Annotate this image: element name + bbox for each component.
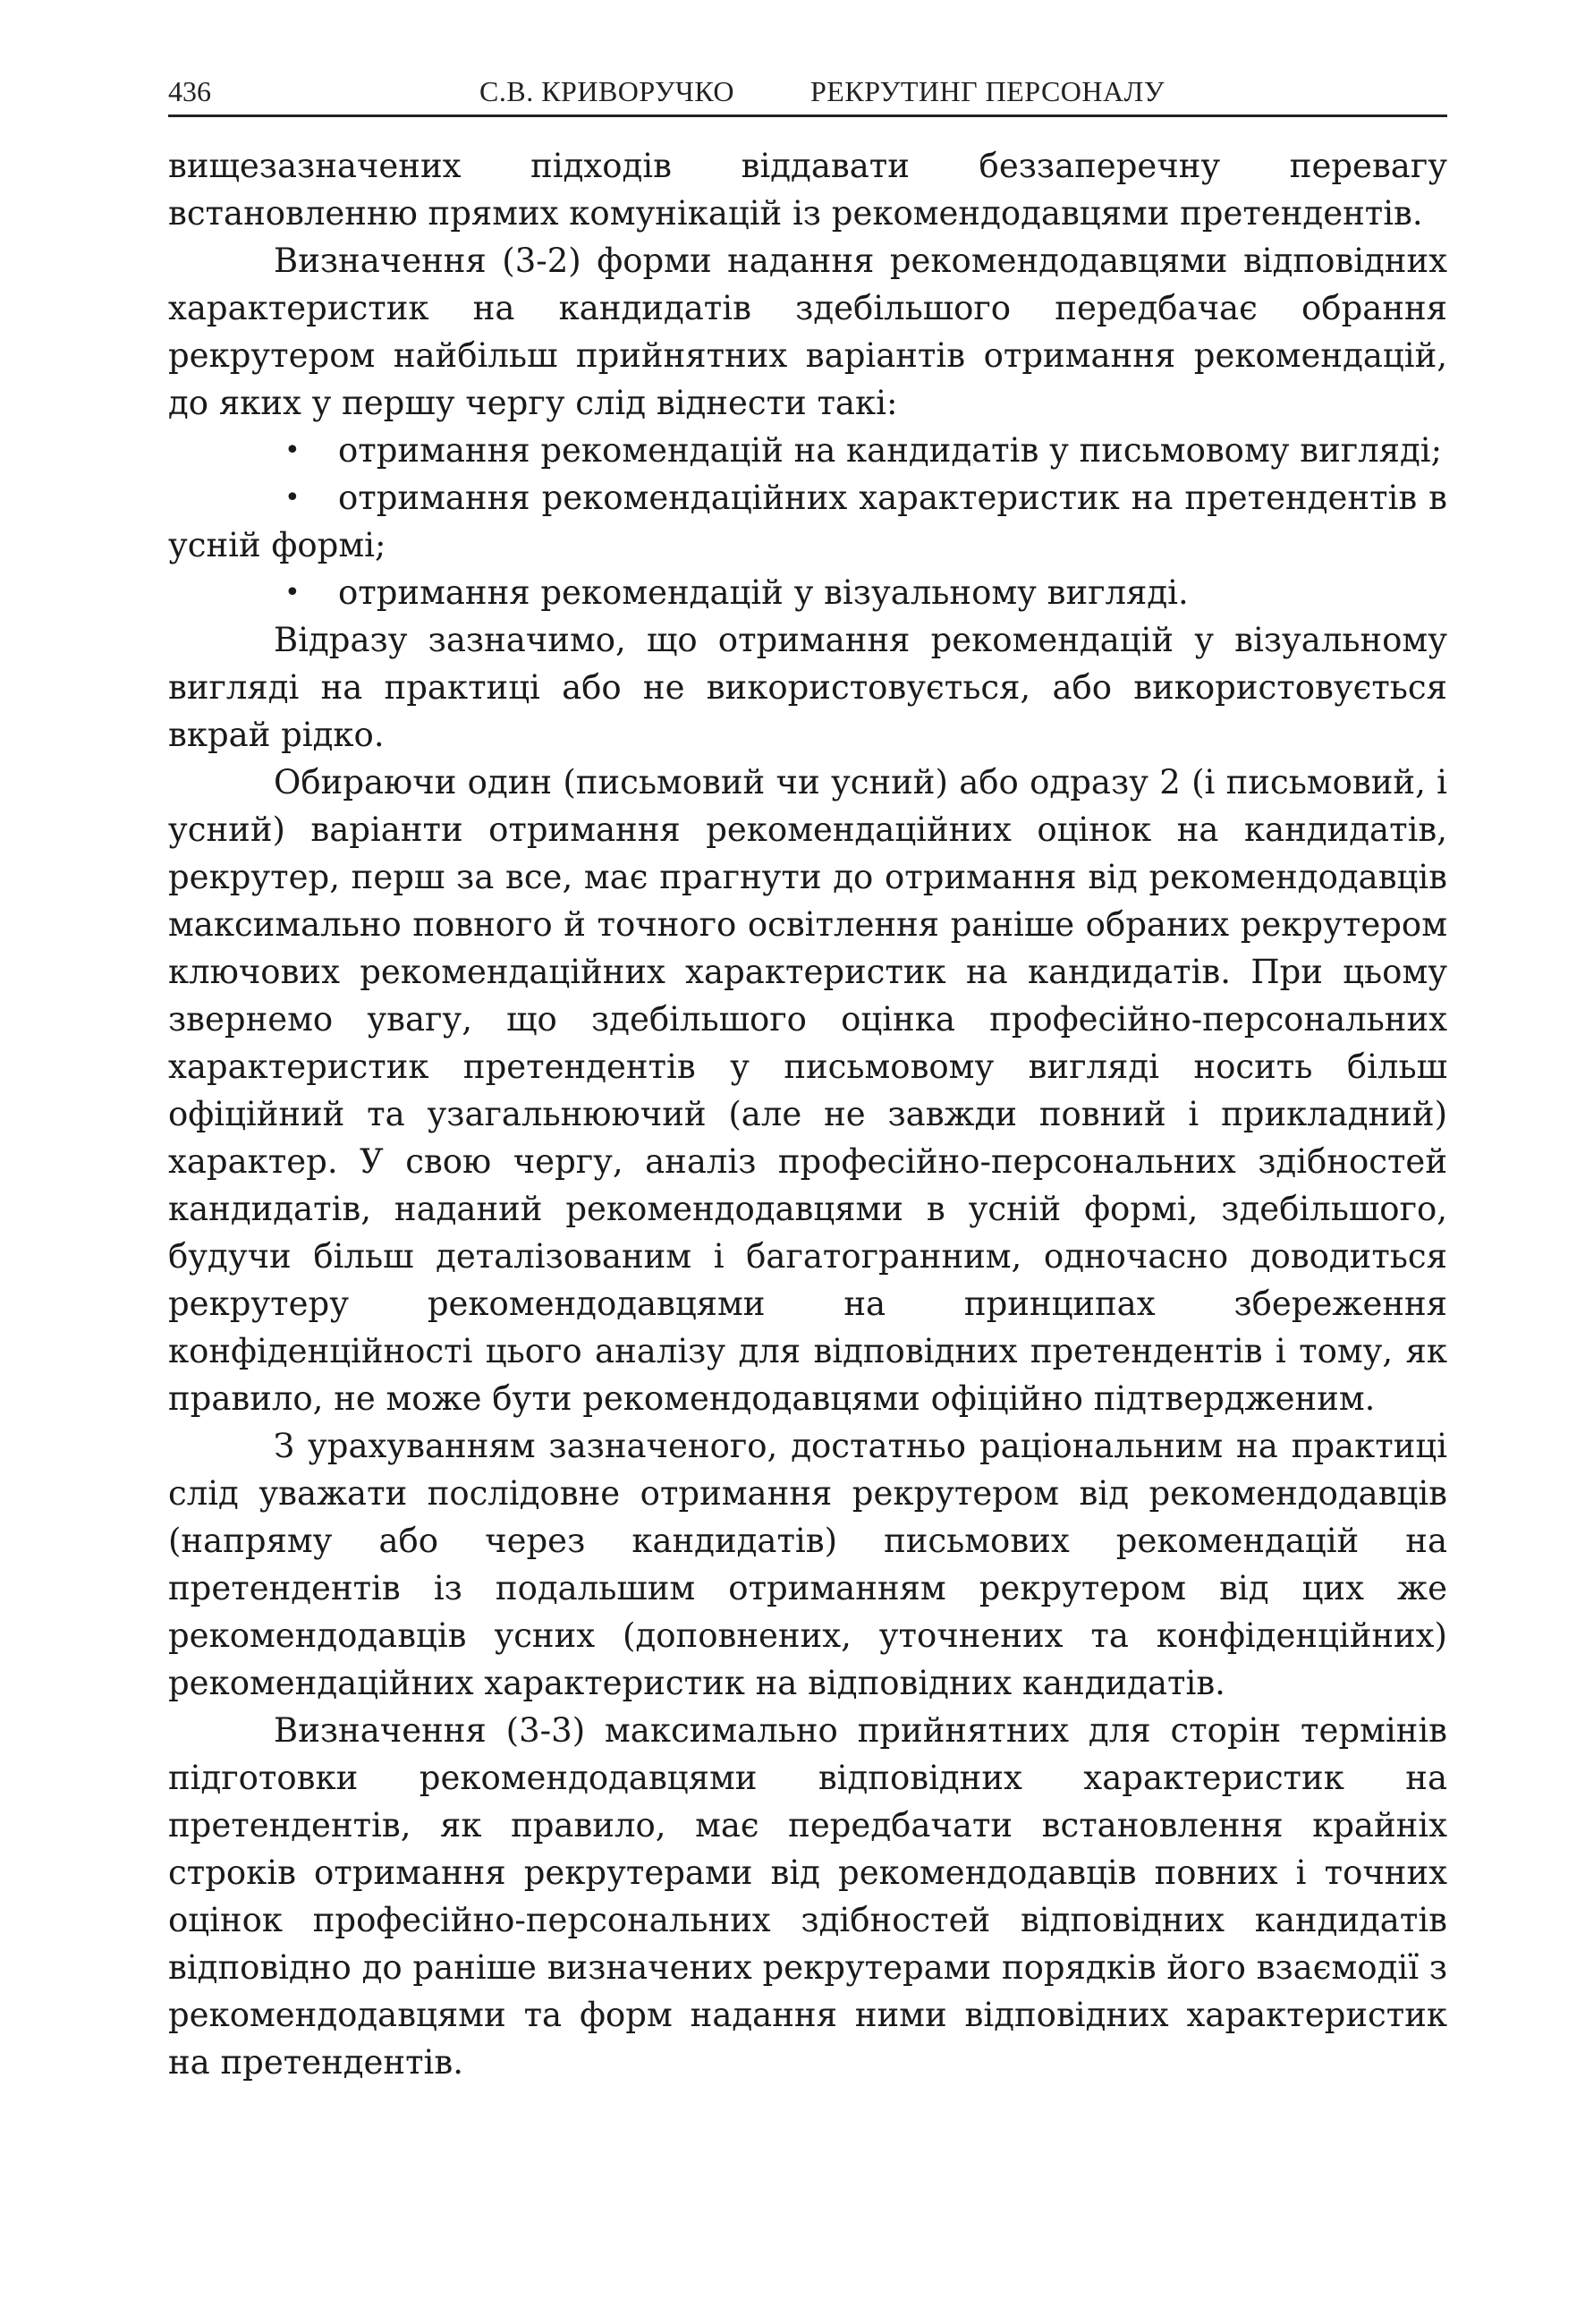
header-rule xyxy=(168,115,1447,117)
author-name: С.В. КРИВОРУЧКО xyxy=(479,75,734,107)
paragraph-3: Відразу зазначимо, що отримання рекомендацій у візуальному вигляді на практиці або не використовується, або використовується вкрай рідко. xyxy=(168,621,1447,754)
book-page xyxy=(168,63,1447,2086)
bullet-text-2: отримання рекомендаційних характеристик на претендентів в усній формі; xyxy=(168,479,1447,564)
paragraph-5: З урахуванням зазначеного, достатньо раціональним на практиці слід уважати послідовне отримання рекрутером від рекомендодавців (напряму або через кандидатів) письмових рекомендацій на претендентів із подальшим отриманням рекрутером від цих же рекомендодавців усних (доповнених, уточнених та конфіденційних) рекомендаційних характеристик на відповідних кандидатів. xyxy=(168,1427,1447,1702)
bullet-text-1: отримання рекомендацій на кандидатів у письмовому вигляді; xyxy=(338,431,1443,470)
page-number: 436 xyxy=(168,75,211,107)
bullet-icon: • xyxy=(284,482,301,513)
paragraph-6: Визначення (3-3) максимально прийнятних для сторін термінів підготовки рекомендодавцями відповідних характеристик на претендентів, як правило, має передбачати встановлення крайніх строків отримання рекрутерами від рекомендодавців повних і точних оцінок професійно-персональних здібностей відповідних кандидатів відповідно до раніше визначених рекрутерами порядків його взаємодії з рекомендодавцями та форм надання ними відповідних характеристик на претендентів. xyxy=(168,1711,1447,2082)
bullet-item-2 xyxy=(168,474,1447,569)
paragraph-2: Визначення (3-2) форми надання рекомендодавцями відповідних характеристик на кандидатів здебільшого передбачає обрання рекрутером найбільш прийнятних варіантів отримання рекомендацій, до яких у першу чергу слід віднести такі: xyxy=(168,242,1447,422)
bullet-list xyxy=(168,427,1447,616)
book-title: РЕКРУТИНГ ПЕРСОНАЛУ xyxy=(810,75,1165,107)
bullet-text-3: отримання рекомендацій у візуальному вигляді. xyxy=(338,573,1189,612)
paragraph-1: вищезазначених підходів віддавати беззаперечну перевагу встановленню прямих комунікацій із рекомендодавцями претендентів. xyxy=(168,147,1447,233)
bullet-icon: • xyxy=(284,435,301,466)
bullet-item-3 xyxy=(168,569,1447,616)
body-text xyxy=(168,142,1447,2086)
paragraph-4: Обираючи один (письмовий чи усний) або одразу 2 (і письмовий, і усний) варіанти отримання рекомендаційних оцінок на кандидатів, рекрутер, перш за все, має прагнути до отримання від рекомендодавців максимально повного й точного освітлення раніше обраних рекрутером ключових рекомендаційних характеристик на кандидатів. При цьому звернемо увагу, що здебільшого оцінка професійно-персональних характеристик претендентів у письмовому вигляді носить більш офіційний та узагальнюючий (але не завжди повний і прикладний) характер. У свою чергу, аналіз професійно-персональних здібностей кандидатів, наданий рекомендодавцями в усній формі, здебільшого, будучи більш деталізованим і багатогранним, одночасно доводиться рекрутеру рекомендодавцями на принципах збереження конфіденційності цього аналізу для відповідних претендентів і тому, як правило, не може бути рекомендодавцями офіційно підтвердженим. xyxy=(168,763,1447,1418)
running-header xyxy=(168,63,1447,115)
bullet-item-1 xyxy=(168,427,1447,474)
bullet-icon: • xyxy=(284,577,301,608)
